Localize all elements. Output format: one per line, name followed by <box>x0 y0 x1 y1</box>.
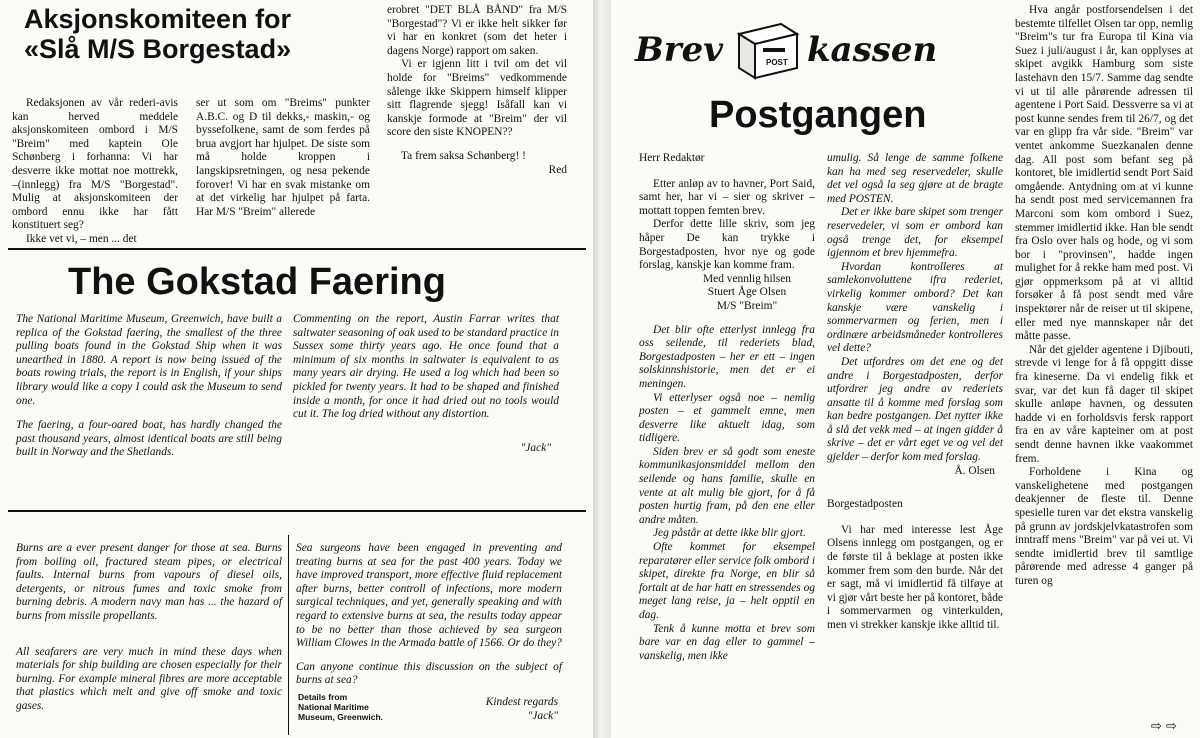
paragraph: ser ut som om "Breims" punkter A.B.C. og D til dekks,- maskin,- og byssefolkene, samt de som ferdes på brua avgjort har hjulpet. De siste som må holde kroppen i langskipsretningen, og nesa pekende forover! Vi har en svak mistanke om at det virkelig har hjulpet på farta. Har M/S "Breim" allerede <box>196 97 370 218</box>
credit-line: Museum, Greenwich. <box>298 712 384 722</box>
aksjon-col2 <box>196 97 370 219</box>
paragraph: Siden brev er så godt som eneste kommunikasjonsmiddel mellom den seilende og hans familie, skulle en vente at alt mulig ble gjort, for å få posten hurtig fram, på den ene eller andre måten. <box>639 445 815 526</box>
postbox-icon <box>733 20 803 82</box>
paragraph: Can anyone continue this discussion on the subject of burns at sea? <box>296 660 562 687</box>
credit-line: National Maritime <box>298 702 369 712</box>
aksjon-title-line1: Aksjonskomiteen for <box>24 4 292 34</box>
burns-col1 <box>16 542 282 714</box>
column-divider <box>288 535 289 735</box>
aksjon-col3 <box>387 4 567 177</box>
reply-col3 <box>1015 4 1193 589</box>
letter-body-italic <box>639 324 815 664</box>
paragraph: erobret "DET BLÅ BÅND" fra M/S "Borgestad"? Vi er ikke helt sikker før vi har en konkret (som det heter i dagens Norge) rapport om saken. <box>387 4 567 57</box>
letter-body-italic <box>827 152 1003 465</box>
paragraph: Sea surgeons have been engaged in preventing and treating burns at sea for the past 400 years. Today we have improved transport, more effective fluid replacement after burns, better controll of infections, more modern surgical techniques, and yet, generally speaking and with regard to extensive burns at sea, the results today appear to be no better than those achieved by sea surgeon William Clowes in the Armada battle of 1566. Or do they? <box>296 542 562 650</box>
paragraph: Ikke vet vi, – men ... det <box>26 232 137 245</box>
gokstad-col2 <box>293 313 559 455</box>
brevkassen-header-right: kassen <box>807 30 938 70</box>
section-divider <box>8 248 586 250</box>
paragraph: Det blir ofte etterlyst innlegg fra oss seilende, til rederiets blad, Borgestadposten – her er ett – ingen solskinnshistorie, men det er ei meningen. <box>639 323 815 390</box>
paragraph: Hvordan kontrolleres at samlekonvoluttene ifra rederiet, virkelig kommer ombord? Det kan kanskje være vanskelig i sommervarmen og ferien, men i ordinære arbeidsmåneder kontrolleres vel dette? <box>827 260 1003 355</box>
paragraph: Det utfordres om det ene og det andre i Borgestadposten, derfor utfordrer jeg andre av rederiets ansatte til å komme med forslag som kan bedre postgangen. Det nytter ikke å slå det vekk med – at ingen gidder å skrive – det er vårt eget ve og vel det gjelder – derfor kom med forslag. <box>827 355 1003 464</box>
paragraph: The faering, a four-oared boat, has hardly changed the past thousand years, almost identical boats are still being built in Norway and the Shetlands. <box>16 419 282 459</box>
gokstad-col1 <box>16 313 282 460</box>
postbox-label: POST <box>766 58 788 67</box>
postgangen-title: Postgangen <box>709 94 927 136</box>
greeting-line: M/S "Breim" <box>716 299 778 312</box>
paragraph: Commenting on the report, Austin Farrar writes that saltwater seasoning of oak used to be standard practice in Sussex some thirty years ago. He once found that a minimum of six months in saltwater is equivalent to as many years air drying. He used a log which had been so pickled for twenty years. It had to be shaped and finished inside a month, for once it had dried out no tools would cut it. The log dried without any distortion. <box>293 313 559 421</box>
paragraph: Etter anløp av to havner, Port Said, samt her, har vi – sier og skriver – mottatt toppen femten brev. <box>639 177 815 217</box>
paragraph: Redaksjonen av vår rederi-avis kan herved meddele aksjonskomiteen ombord i M/S "Breim" med kaptein Ole Schønberg i forhanna: Vi har desverre ikke mottat noe mottrekk, –(innlegg) fra M/S "Borgestad". Mulig at aksjonskomiteen der ombord ennu ikke har fått konstituert seg? <box>12 97 178 232</box>
salutation: Herr Redaktør <box>639 152 705 164</box>
continue-arrow-icon: ⇨ ⇨ <box>1151 719 1177 734</box>
burns-col2 <box>296 542 562 688</box>
credit-line: Details from <box>298 692 348 702</box>
signature-line: "Jack" <box>527 709 558 722</box>
aksjon-title <box>24 4 364 64</box>
paragraph: Ofte kommet for eksempel reparatører eller service folk ombord i skipet, direkte fra Norge, en blir så fortalt at de har hatt en stressendes og meget lang reise, ja – helt opptil en dag. <box>639 541 815 621</box>
aksjon-col1 <box>12 97 178 247</box>
letter-signature: Å. Olsen <box>954 464 995 477</box>
paragraph: Vi etterlyser også noe – nemlig posten – et gammelt emne, men desverre like aktuelt idag, som tidligere. <box>639 391 815 445</box>
greeting-line: Stuert Åge Olsen <box>707 286 787 299</box>
paragraph: umulig. Så lenge de samme folkene kan ha med seg reservedeler, skulle det vel også la seg gjøre at de bragte med POSTEN. <box>827 152 1003 205</box>
reply-heading: Borgestadposten <box>827 498 903 511</box>
letter-col1 <box>639 152 815 663</box>
paragraph: Ta frem saksa Schønberg! ! <box>401 149 526 162</box>
burns-details-credit <box>298 692 428 722</box>
paragraph: Forholdene i Kina og vanskelighetene med postgangen deakjenner de fleste til. Denne spesielle turen var det ekstra vanskelig på grunn av jordskjelvkatastrofen som inntraff mens "Breim" var på vei ut. Vi sendte imidlertid brev til samtlige pårørende med adresse 4 ganger på turen og <box>1015 466 1193 587</box>
page-gutter <box>593 0 611 738</box>
paragraph: Derfor dette lille skriv, som jeg håper De kan trykke i Borgestadposten, hvor nye og gode forslag, kanskje kan komme fram. <box>639 218 815 272</box>
paragraph: Vi er igjenn litt i tvil om det vil holde for "Breims" vedkommende sålenge ikke Skippern himself klipper sitt flagrende sjegg! Isåfall kan vi kanskje formode at "Breim" der vil score den siste KNOPEN?? <box>387 58 567 139</box>
brevkassen-header-left: Brev <box>635 30 724 70</box>
letter-greeting <box>639 273 815 314</box>
aksjon-signature: Red <box>548 163 567 176</box>
signature-line: Kindest regards <box>485 696 558 708</box>
paragraph: Det er ikke bare skipet som trenger reservedeler, vi som er ombord kan også trenge det, for eksempel igjennom et brev hjemmefra. <box>827 206 1003 260</box>
burns-signature <box>430 696 558 723</box>
paragraph: Tenk å kunne motta et brev som bare var en dag eller to gammel – vanskelig, men ikke <box>639 622 815 662</box>
section-divider <box>8 510 586 512</box>
paragraph: All seafarers are very much in mind these days when materials for ship building are chosen especially for their burning. For example mineral fibres are more acceptable that plastics which melt and give off smoke and toxic gases. <box>16 645 282 712</box>
right-page <box>611 0 1200 738</box>
paragraph: Når det gjelder agentene i Djibouti, strevde vi lenge for å få oppgitt disse fra kineserne. Da vi endelig fikk et svar, var det kun få dager til skipet skulle anløpe havnen, og dessuten hadde vi en forholdsvis fersk rapport fra en av våre kapteiner om at post sendt denne havnen ikke vaakommet frem. <box>1015 343 1193 465</box>
gokstad-title: The Gokstad Faering <box>68 261 446 303</box>
greeting-line: Med vennlig hilsen <box>703 272 791 285</box>
paragraph: The National Maritime Museum, Greenwich, have built a replica of the Gokstad faering, the smallest of the three pulling boats found in the Gokstad Ship when it was unearthed in 1880. A report is now being issued of the boats rowing trials, the report is in English, if your ships library would like a copy I could ask the Museum to send one. <box>16 313 282 407</box>
paragraph: Hva angår postforsendelsen i det bestemte tilfellet Olsen tar opp, nemlig "Breim"s tur fra Europa til Kina via Suez i juli/august i år, kan opplyses at skipet avgikk Hamburg som siste lastehavn den 15/7. Samme dag sendte vi ut til alle pårørende adressen til agentene i Port Said. Dessverre sa vi at post kunne sendes frem til 26/7, og det var en glipp fra vår side. "Breim" var ventet ankomme Suezkanalen denne dag. All post som befant seg på kontoret, ble imidlertid sendt Port Said omgående. Antydning om at vi kunne ha sendt post med servicemannen fra Marconi som kom ombord i Suez, stemmer imidlertid ikke. Han ble sendt fra Oslo over hals og hode, og vi som bor i "provinsen", hadde ingen mulighet for å rekke ham med post. Vi gjør oppmerksom på at vi alltid forsøker å få post sendt med våre inspektører når de reiser ut til skipene, eller med nye mannskaper når det måtte passe. <box>1015 4 1193 343</box>
aksjon-title-line2: «Slå M/S Borgestad» <box>24 34 292 64</box>
paragraph: Burns are a ever present danger for those at sea. Burns from boiling oil, fractured steam pipes, or electrical faults. Internal burns from vapours of diesel oils, detergents, or nitrous fumes and toxic smoke from burning debris. A modern navy man has ... the hazard of burns from missile propellants. <box>16 542 282 622</box>
left-page <box>0 0 593 738</box>
letter-col2 <box>827 152 1003 633</box>
paragraph: Vi har med interesse lest Åge Olsens innlegg om postgangen, og er de første til å beklage at posten ikke kommer frem som den burde. Når det er sagt, må vi imidlertid få tilføye at vi gjør vårt beste her på kontoret, både i sommervarmen og vinterkulden, men vi strekker kanskje ikke alltid til. <box>827 523 1003 631</box>
gokstad-signature: "Jack" <box>520 441 551 454</box>
paragraph: Jeg påstår at dette ikke blir gjort. <box>653 527 806 540</box>
